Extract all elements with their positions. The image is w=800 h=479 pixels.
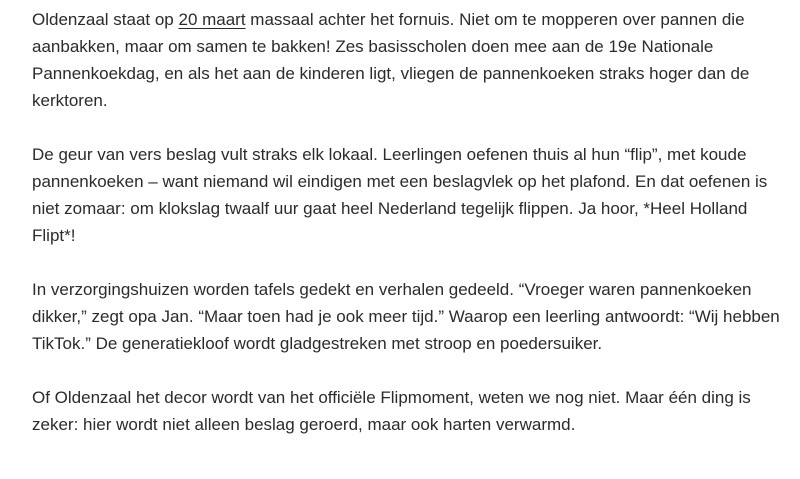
paragraph-practice: De geur van vers beslag vult straks elk lokaal. Leerlingen oefenen thuis al hun “flip”, met koude pannenkoeken – want niemand wil eindigen met een beslagvlek op het plafond. En dat oefenen is niet zomaar: om klokslag twaalf uur gaat heel Nederland tegelijk flippen. Ja hoor, *Heel Holland Flipt*! (32, 145, 768, 245)
paragraph-intro (32, 6, 792, 114)
date-link[interactable]: 20 maart (178, 10, 246, 29)
paragraph-intro-text-end: massaal achter het fornuis. Niet om te mopperen over pannen die aanbakken, maar om samen te bakken! Zes basisscholen doen mee aan de 19e Nationale Pannenkoekdag, en als het aan de kinderen ligt, vliegen de pannenkoeken straks hoger dan de kerktoren. (32, 10, 750, 110)
paragraph-intro-text-start: Oldenzaal staat op (32, 10, 179, 29)
paragraph-conclusion: Of Oldenzaal het decor wordt van het officiële Flipmoment, weten we nog niet. Maar één ding is zeker: hier wordt niet alleen beslag geroerd, maar ook harten verwarmd. (32, 388, 751, 434)
paragraph-care-homes: In verzorgingshuizen worden tafels gedekt en verhalen gedeeld. “Vroeger waren pannenkoeken dikker,” zegt opa Jan. “Maar toen had je ook meer tijd.” Waarop een leerling antwoordt: “Wij hebben TikTok.” De generatiekloof wordt gladgestreken met stroop en poedersuiker. (32, 280, 780, 353)
article-body (32, 6, 792, 465)
